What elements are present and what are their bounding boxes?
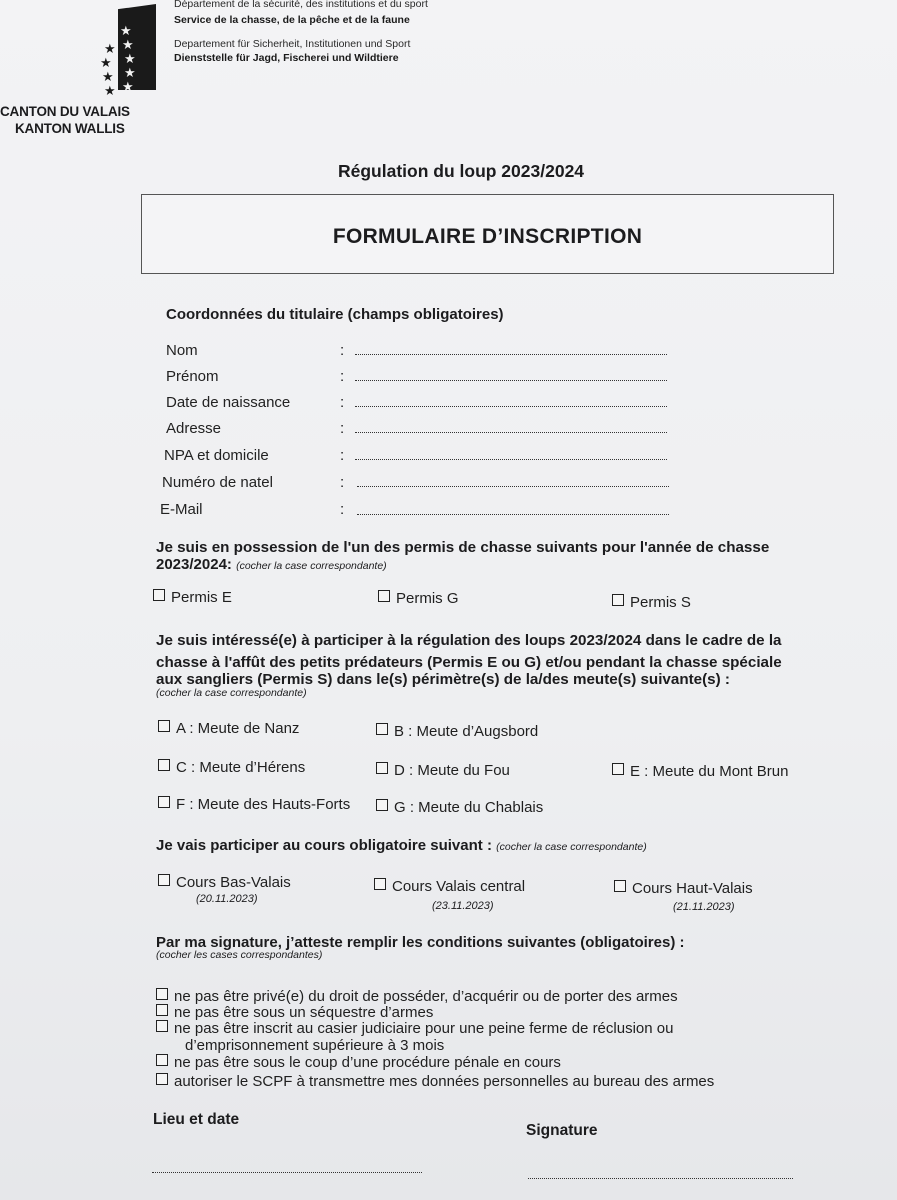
course-heading: Je vais participer au cours obligatoire suivant : [156,837,492,854]
course-haut-valais-date: (21.11.2023) [673,901,735,913]
permits-note: (cocher la case correspondante) [236,560,387,572]
colon: : [340,342,345,359]
label-email: E-Mail [160,501,203,518]
email-field[interactable] [357,514,669,515]
canton-name-de: KANTON WALLIS [15,121,125,136]
colon: : [340,474,345,491]
signature-field[interactable] [528,1178,793,1179]
condition-3-continuation: d’emprisonnement supérieure à 3 mois [185,1037,445,1054]
pack-d-label: D : Meute du Fou [394,762,510,779]
prenom-field[interactable] [355,380,667,381]
permis-g-label: Permis G [396,590,459,607]
nom-field[interactable] [355,354,667,355]
condition-2-label: ne pas être sous un séquestre d’armes [174,1004,434,1021]
course-valais-central-label: Cours Valais central [392,878,526,895]
condition-1[interactable] [156,988,678,1005]
permis-s-option[interactable] [612,594,691,611]
regulation-line3: aux sangliers (Permis S) dans le(s) périmètre(s) de la/des meute(s) suivante(s) : [156,671,730,688]
place-date-label: Lieu et date [153,1111,240,1128]
pack-e-option[interactable] [612,763,788,780]
checkbox[interactable] [376,762,388,774]
label-natel: Numéro de natel [162,474,273,491]
label-adresse: Adresse [166,420,222,437]
course-haut-valais-option[interactable] [614,880,753,897]
checkbox[interactable] [614,880,626,892]
pack-c-option[interactable] [158,759,305,776]
pack-g-label: G : Meute du Chablais [394,799,544,816]
checkbox[interactable] [612,763,624,775]
colon: : [340,368,345,385]
attest-heading: Par ma signature, j’atteste remplir les conditions suivantes (obligatoires) : [156,934,685,951]
course-valais-central-date: (23.11.2023) [432,900,494,912]
pack-b-label: B : Meute d’Augsbord [394,723,539,740]
label-prenom: Prénom [166,368,219,385]
colon: : [340,394,345,411]
pack-c-label: C : Meute d’Hérens [176,759,306,776]
course-bas-valais-option[interactable] [158,874,291,891]
department-de: Departement für Sicherheit, Institutionen und Sport [174,38,411,50]
natel-field[interactable] [357,486,669,487]
regulation-line2: chasse à l'affût des petits prédateurs (Permis E ou G) et/ou pendant la chasse spéciale [156,654,782,671]
pack-d-option[interactable] [376,762,510,779]
pack-e-label: E : Meute du Mont Brun [630,763,789,780]
place-date-field[interactable] [152,1172,422,1173]
label-npa-domicile: NPA et domicile [164,447,269,464]
service-de: Dienststelle für Jagd, Fischerei und Wildtiere [174,52,399,64]
form-page: ★ ★ ★ ★ ★ ★ ★ ★ ★ ★ CANTON DU VALAIS KANTON WALLIS Département de la sécurité, des institutions et du sport Service de la chasse, de la pêche et de la faune Departement für Sicherheit, Institutionen und Sport Dienststelle für Jagd, Fischerei und Wildtiere Régulation du loup 2023/2024 FORMULAIRE D’INSCRIPTION Coordonnées du titulaire (champs obligatoires) Nom : Prénom : Date de naissance : Adresse : NPA et domicile : Numéro de natel : E-Mail : Je suis en possession de l'un des permis de chasse suivants pour l'année de chasse 2023/2024: (cocher la case correspondante) Permis E Permis G Permis S Je suis intéressé(e) à participer à la régulation des loups 2023/2024 dans le cadre de la chasse à l'affût des petits prédateurs (Permis E ou G) et/ou pendant la chasse spéciale aux sangliers (Permis S) dans le(s) périmètre(s) de la/des meute(s) suivante(s) : (cocher la case correspondante) A : Meute de Nanz B : Meute d’Augsbord C : Meute d’Hérens D : Meute du Fou E : Meute du Mont Brun F : Meute des Hauts-Forts G : Meute du Chablais Je vais participer au cours obligatoire suivant : (cocher la case correspondante) Cours Bas-Valais (20.11.2023) Cours Valais central (23.11.2023) Cours Haut-Valais (21.11.2023) Par ma signature, j’atteste remplir les conditions suivantes (obligatoires) : (cocher les cases correspondantes) ne pas être privé(e) du droit de posséder, d’acquérir ou de porter des armes ne pas être sous un séquestre d’armes ne pas être inscrit au casier judiciaire pour une peine ferme de réclusion ou d’emprisonnement supérieure à 3 mois ne pas être sous le coup d’une procédure pénale en cours autoriser le SCPF à transmettre mes données personnelles au bureau des armes Lieu et date Signature [0,0,897,1200]
pack-g-option[interactable] [376,799,543,816]
label-nom: Nom [166,342,198,359]
checkbox[interactable] [156,1020,168,1032]
checkbox[interactable] [612,594,624,606]
condition-5[interactable] [156,1073,714,1090]
course-valais-central-option[interactable] [374,878,525,895]
colon: : [340,501,345,518]
date-naissance-field[interactable] [355,406,667,407]
checkbox[interactable] [156,988,168,1000]
course-haut-valais-label: Cours Haut-Valais [632,880,753,897]
service-fr: Service de la chasse, de la pêche et de la faune [174,14,410,26]
pack-f-label: F : Meute des Hauts-Forts [176,796,351,813]
course-bas-valais-label: Cours Bas-Valais [176,874,291,891]
checkbox[interactable] [374,878,386,890]
checkbox[interactable] [158,759,170,771]
attest-note: (cocher les cases correspondantes) [156,949,323,961]
form-title: FORMULAIRE D’INSCRIPTION [332,225,643,248]
permis-e-label: Permis E [171,589,232,606]
checkbox[interactable] [156,1054,168,1066]
condition-5-label: autoriser le SCPF à transmettre mes données personnelles au bureau des armes [174,1073,715,1090]
npa-domicile-field[interactable] [355,459,667,460]
checkbox[interactable] [376,723,388,735]
checkbox[interactable] [378,590,390,602]
checkbox[interactable] [158,720,170,732]
permits-line1: Je suis en possession de l'un des permis de chasse suivants pour l'année de chasse [156,539,770,556]
condition-4-label: ne pas être sous le coup d’une procédure pénale en cours [174,1054,561,1071]
colon: : [340,447,345,464]
course-note: (cocher la case correspondante) [496,841,647,853]
pack-a-option[interactable] [158,720,299,737]
permis-s-label: Permis S [630,594,691,611]
department-fr: Département de la sécurité, des institutions et du sport [174,0,428,10]
condition-4[interactable] [156,1054,561,1071]
pack-f-option[interactable] [158,796,350,813]
condition-3-label: ne pas être inscrit au casier judiciaire pour une peine ferme de réclusion ou [174,1020,674,1037]
pack-a-label: A : Meute de Nanz [176,720,300,737]
label-date-naissance: Date de naissance [166,394,291,411]
checkbox[interactable] [376,799,388,811]
checkbox[interactable] [158,796,170,808]
colon: : [340,420,345,437]
permits-line2: 2023/2024: [156,556,232,573]
signature-label: Signature [526,1122,598,1139]
condition-1-label: ne pas être privé(e) du droit de posséder, d’acquérir ou de porter des armes [174,988,678,1005]
holder-heading: Coordonnées du titulaire (champs obligatoires) [166,306,504,323]
adresse-field[interactable] [355,432,667,433]
form-subtitle: Régulation du loup 2023/2024 [338,161,585,181]
checkbox[interactable] [156,1073,168,1085]
course-bas-valais-date: (20.11.2023) [196,893,258,905]
permis-g-option[interactable] [378,590,459,607]
title-box [141,194,834,274]
condition-3[interactable] [156,1020,673,1037]
pack-b-option[interactable] [376,723,538,740]
checkbox[interactable] [156,1004,168,1016]
condition-2[interactable] [156,1004,433,1021]
checkbox[interactable] [153,589,165,601]
checkbox[interactable] [158,874,170,886]
permis-e-option[interactable] [153,589,232,606]
canton-name-fr: CANTON DU VALAIS [0,104,130,119]
regulation-note: (cocher la case correspondante) [156,687,307,699]
regulation-line1: Je suis intéressé(e) à participer à la régulation des loups 2023/2024 dans le cadre de la [156,632,782,649]
